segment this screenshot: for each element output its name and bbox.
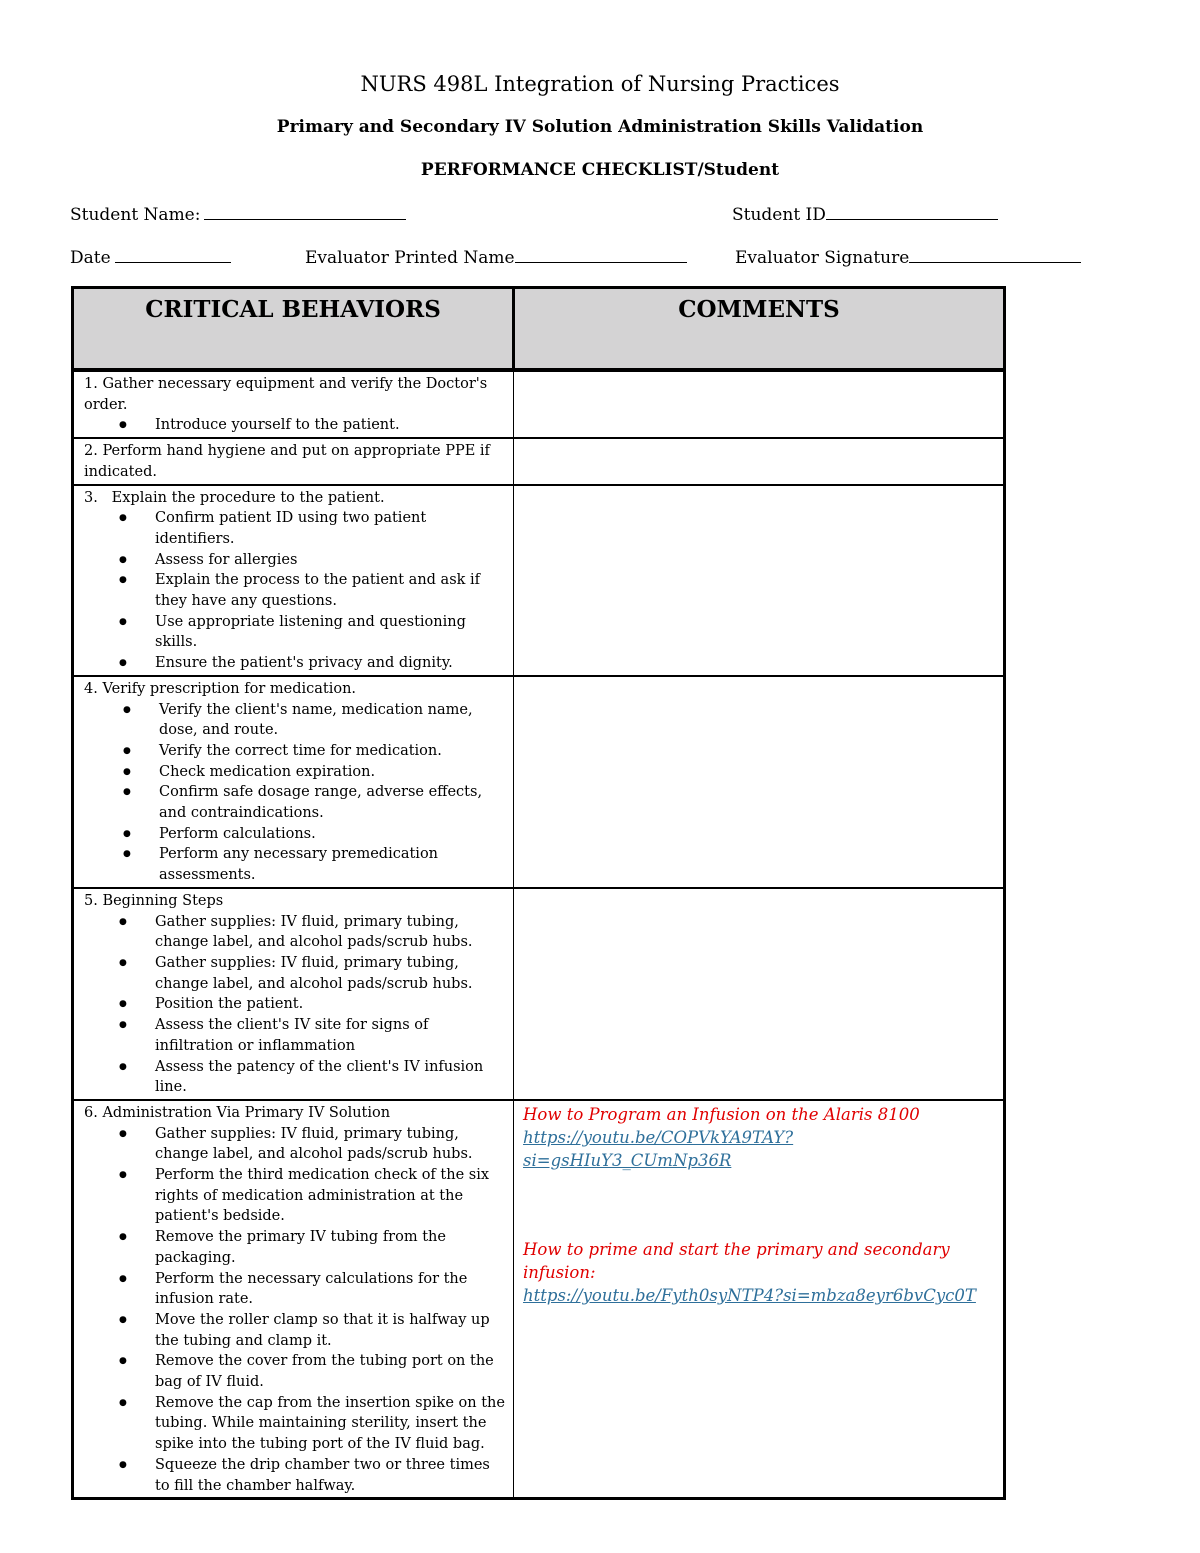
bullet-item: ● Move the roller clamp so that it is halfway up the tubing and clamp it. [155, 1310, 507, 1351]
evaluator-signature-blank[interactable] [909, 245, 1081, 263]
student-name-label: Student Name: [70, 205, 201, 225]
student-id-field[interactable] [732, 202, 998, 225]
bullet-item: ● Confirm safe dosage range, adverse effects, and contraindications. [159, 782, 507, 823]
student-name-field[interactable] [70, 202, 406, 225]
critical-behaviors-header: CRITICAL BEHAVIORS [73, 288, 514, 371]
comment-cell[interactable] [514, 1100, 1005, 1499]
bullet-item: ● Verify the correct time for medication. [159, 741, 507, 762]
bullet-item: ● Squeeze the drip chamber two or three times to fill the chamber halfway. [155, 1455, 507, 1496]
comment-spacer [523, 1172, 997, 1238]
video-title-alaris: How to Program an Infusion on the Alaris 8100 [523, 1104, 920, 1124]
bullet-item: ● Assess for allergies [155, 550, 507, 571]
step-text: 3. Explain the procedure to the patient. [84, 489, 385, 506]
bullet-item: ● Perform the third medication check of the six rights of medication administration at the patient's bedside. [155, 1165, 507, 1227]
bullet-item: ● Gather supplies: IV fluid, primary tubing, change label, and alcohol pads/scrub hubs. [155, 1124, 507, 1165]
comment-cell[interactable] [514, 438, 1005, 484]
comments-header: COMMENTS [514, 288, 1005, 371]
table-row [73, 370, 1005, 438]
comment-cell[interactable] [514, 370, 1005, 438]
table-row [73, 438, 1005, 484]
table-row [73, 676, 1005, 888]
evaluator-signature-label: Evaluator Signature [735, 248, 910, 268]
bullet-list [84, 1124, 507, 1497]
checklist-title: PERFORMANCE CHECKLIST/Student [420, 160, 780, 180]
video-title-prime-infusion: How to prime and start the primary and secondary infusion: [523, 1239, 950, 1282]
behavior-cell [73, 888, 514, 1100]
table-header-row [73, 288, 1005, 371]
bullet-item: ● Ensure the patient's privacy and dignity. [155, 653, 507, 674]
date-field[interactable] [70, 245, 231, 268]
bullet-item: ● Check medication expiration. [159, 762, 507, 783]
bullet-item: ● Gather supplies: IV fluid, primary tubing, change label, and alcohol pads/scrub hubs. [155, 912, 507, 953]
evaluator-printed-name-blank[interactable] [515, 245, 687, 263]
bullet-item: ● Assess the client's IV site for signs of infiltration or inflammation [155, 1015, 507, 1056]
student-id-label: Student ID [732, 205, 826, 225]
bullet-list [84, 508, 507, 674]
bullet-item: ● Perform calculations. [159, 824, 507, 845]
bullet-item: ● Explain the process to the patient and ask if they have any questions. [155, 570, 507, 611]
step-text: 4. Verify prescription for medication. [84, 680, 357, 697]
bullet-item: ● Perform the necessary calculations for the infusion rate. [155, 1269, 507, 1310]
behavior-cell [73, 438, 514, 484]
step-text: 2. Perform hand hygiene and put on appropriate PPE if indicated. [84, 443, 490, 480]
bullet-list [84, 912, 507, 1098]
date-label: Date [70, 248, 111, 268]
student-name-blank[interactable] [204, 202, 406, 220]
table-row [73, 888, 1005, 1100]
video-link-alaris[interactable]: https://youtu.be/COPVkYA9TAY?si=gsHIuY3_CUmNp36R [523, 1127, 794, 1170]
step-text: 1. Gather necessary equipment and verify the Doctor's order. [84, 376, 488, 413]
bullet-item: ● Perform any necessary premedication assessments. [159, 844, 507, 885]
bullet-item: ● Remove the cap from the insertion spike on the tubing. While maintaining sterility, insert the spike into the tubing port of the IV fluid bag. [155, 1393, 507, 1455]
course-title: NURS 498L Integration of Nursing Practices [360, 72, 840, 96]
evaluator-printed-name-label: Evaluator Printed Name [305, 248, 515, 268]
student-id-blank[interactable] [826, 202, 998, 220]
evaluator-printed-name-field[interactable] [305, 245, 687, 268]
bullet-item: ● Use appropriate listening and questioning skills. [155, 612, 507, 653]
bullet-item: ● Assess the patency of the client's IV infusion line. [155, 1057, 507, 1098]
behavior-cell [73, 485, 514, 676]
bullet-item: ● Gather supplies: IV fluid, primary tubing, change label, and alcohol pads/scrub hubs. [155, 953, 507, 994]
date-blank[interactable] [115, 245, 231, 263]
table-row [73, 1100, 1005, 1499]
bullet-item: ● Remove the cover from the tubing port on the bag of IV fluid. [155, 1351, 507, 1392]
bullet-list [84, 700, 507, 886]
video-link-prime-infusion[interactable]: https://youtu.be/Fyth0syNTP4?si=mbza8eyr6bvCyc0T [523, 1285, 976, 1305]
table-row [73, 485, 1005, 676]
performance-checklist-table [71, 286, 1006, 1500]
comment-cell[interactable] [514, 485, 1005, 676]
comment-cell[interactable] [514, 676, 1005, 888]
bullet-list [84, 415, 507, 436]
evaluator-signature-field[interactable] [735, 245, 1081, 268]
step-text: 5. Beginning Steps [84, 892, 224, 909]
behavior-cell [73, 370, 514, 438]
bullet-item: ● Position the patient. [155, 994, 507, 1015]
comment-cell[interactable] [514, 888, 1005, 1100]
bullet-item: ● Verify the client's name, medication name, dose, and route. [159, 700, 507, 741]
bullet-item: ● Introduce yourself to the patient. [155, 415, 507, 436]
step-text: 6. Administration Via Primary IV Solution [84, 1104, 391, 1121]
behavior-cell [73, 676, 514, 888]
bullet-item: ● Confirm patient ID using two patient identifiers. [155, 508, 507, 549]
bullet-item: ● Remove the primary IV tubing from the packaging. [155, 1227, 507, 1268]
document-subtitle: Primary and Secondary IV Solution Administration Skills Validation [276, 117, 924, 137]
behavior-cell [73, 1100, 514, 1499]
